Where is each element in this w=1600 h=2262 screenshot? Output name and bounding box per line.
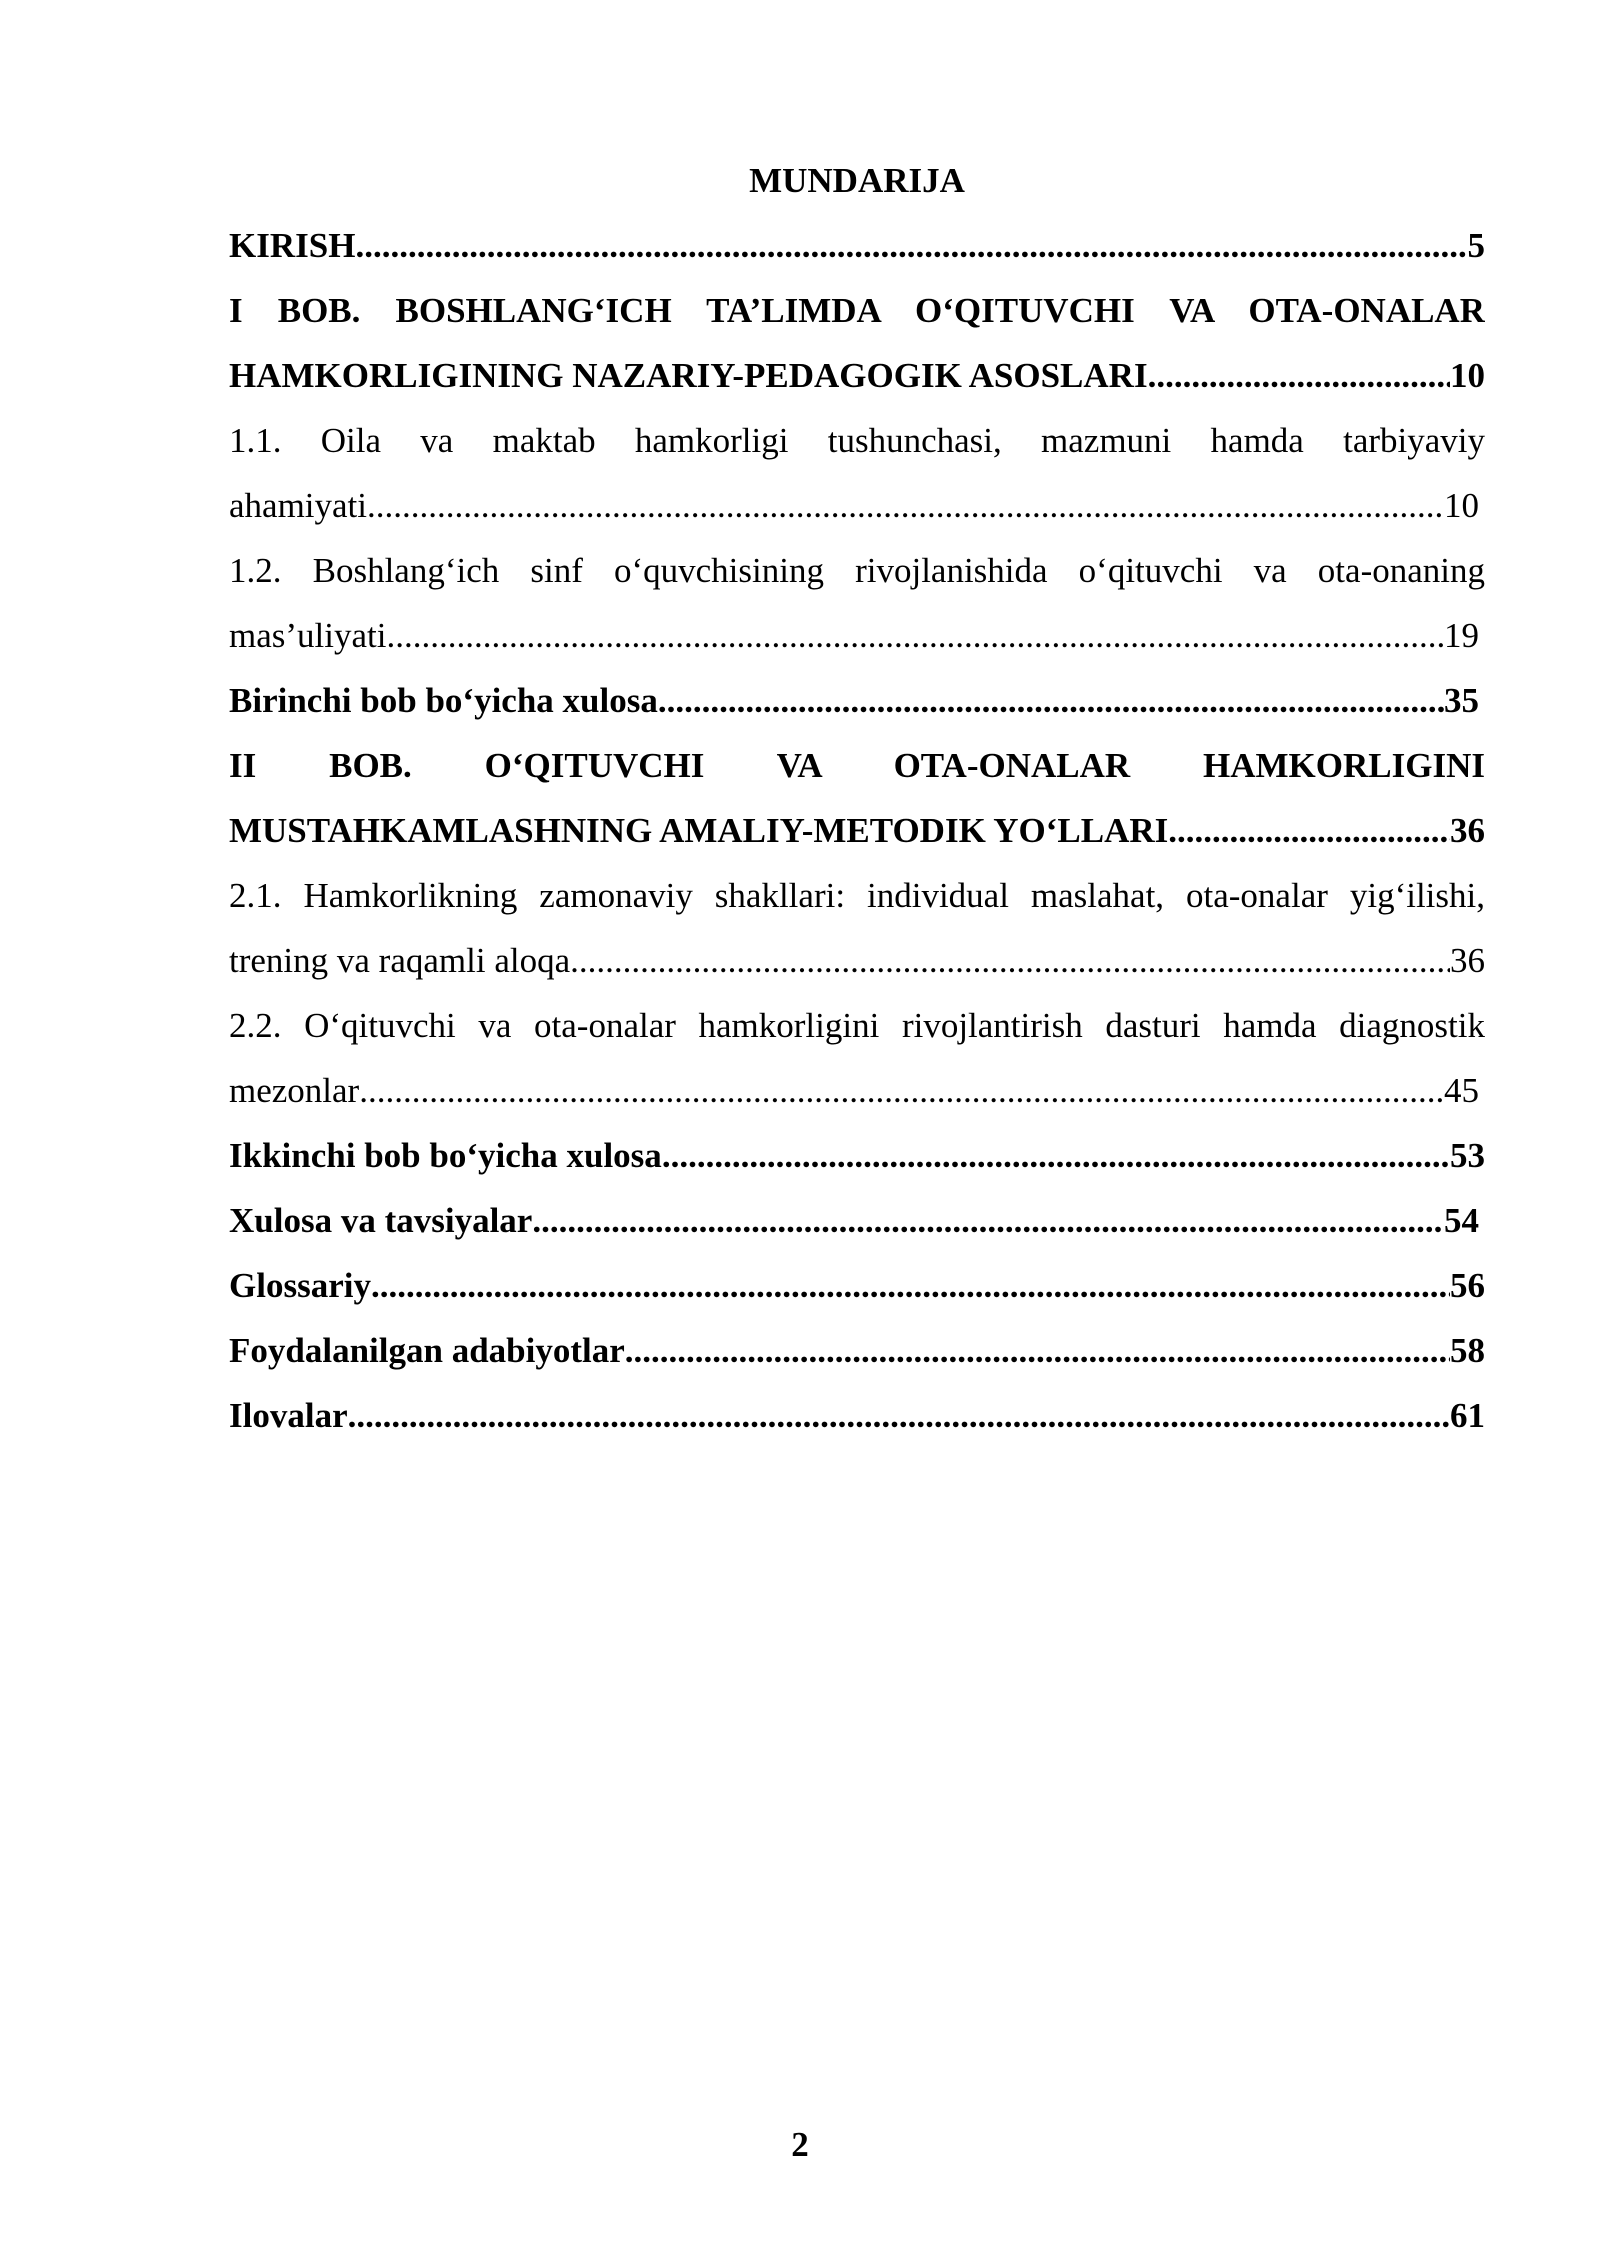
toc-entry-first-line: 2.1. Hamkorlikning zamonaviy shakllari: individual maslahat, ota-onalar yig‘ilishi, xyxy=(229,876,1485,915)
dot-leader xyxy=(386,603,1444,668)
toc-entry-text: mezonlar xyxy=(229,1071,360,1110)
toc-entry-section-2-2[interactable] xyxy=(229,993,1485,1123)
toc-entry-line xyxy=(229,1253,1485,1318)
toc-entry-text: mas’uliyati xyxy=(229,616,387,655)
toc-entry-line xyxy=(229,473,1485,538)
toc-entry-text: KIRISH xyxy=(229,226,356,265)
toc-title: MUNDARIJA xyxy=(749,161,965,200)
dot-leader xyxy=(570,928,1450,993)
toc-entry-page: 56 xyxy=(1450,1266,1485,1305)
dot-leader xyxy=(658,668,1444,733)
page-number: 2 xyxy=(791,2125,809,2164)
toc-entry-line xyxy=(229,213,1485,278)
toc-entry-page: 54 xyxy=(1444,1201,1479,1240)
dot-leader xyxy=(532,1188,1444,1253)
toc-entry-line xyxy=(229,1058,1485,1123)
toc-entry-text: Glossariy xyxy=(229,1266,371,1305)
toc-entry-line xyxy=(229,798,1485,863)
toc-entry-page: 53 xyxy=(1450,1136,1485,1175)
toc-entry-page: 5 xyxy=(1467,226,1485,265)
toc-entry-page: 10 xyxy=(1450,356,1485,395)
toc-entry-first-line: 2.2. O‘qituvchi va ota-onalar hamkorligini rivojlantirish dasturi hamda diagnostik xyxy=(229,1006,1485,1045)
dot-leader xyxy=(355,213,1467,278)
toc-entry-chapter-2-conclusion[interactable] xyxy=(229,1123,1485,1188)
toc-entry-first-line: 1.2. Boshlang‘ich sinf o‘quvchisining rivojlanishida o‘qituvchi va ota-onaning xyxy=(229,551,1485,590)
toc-entry-first-line: II BOB. O‘QITUVCHI VA OTA-ONALAR HAMKORLIGINI xyxy=(229,746,1485,785)
toc-entry-line xyxy=(229,1123,1485,1188)
dot-leader xyxy=(359,1058,1444,1123)
toc-entry-page: 61 xyxy=(1450,1396,1485,1435)
toc-entry-chapter-2[interactable] xyxy=(229,733,1485,863)
toc-entry-page: 19 xyxy=(1444,616,1479,655)
toc-entry-page: 36 xyxy=(1450,811,1485,850)
toc-entry-section-2-1[interactable] xyxy=(229,863,1485,993)
dot-leader xyxy=(371,1253,1450,1318)
toc-entry-appendices[interactable] xyxy=(229,1383,1485,1448)
dot-leader xyxy=(625,1318,1450,1383)
toc-entry-line xyxy=(229,1383,1485,1448)
toc-entry-references[interactable] xyxy=(229,1318,1485,1383)
toc-entry-line xyxy=(229,1188,1485,1253)
toc-list xyxy=(229,213,1485,1448)
toc-entry-kirish[interactable] xyxy=(229,213,1485,278)
toc-entry-chapter-1-conclusion[interactable] xyxy=(229,668,1485,733)
toc-entry-text: Ilovalar xyxy=(229,1396,348,1435)
toc-entry-text: Birinchi bob bo‘yicha xulosa xyxy=(229,681,658,720)
toc-entry-text: ahamiyati xyxy=(229,486,368,525)
toc-entry-first-line: 1.1. Oila va maktab hamkorligi tushunchasi, mazmuni hamda tarbiyaviy xyxy=(229,421,1485,460)
toc-entry-line xyxy=(229,603,1485,668)
toc-entry-line xyxy=(229,1318,1485,1383)
toc-entry-text: HAMKORLIGINING NAZARIY-PEDAGOGIK ASOSLARI xyxy=(229,356,1148,395)
toc-entry-line xyxy=(229,668,1485,733)
toc-entry-text: Foydalanilgan adabiyotlar xyxy=(229,1331,625,1370)
toc-entry-page: 35 xyxy=(1444,681,1479,720)
toc-entry-section-1-1[interactable] xyxy=(229,408,1485,538)
toc-entry-chapter-1[interactable] xyxy=(229,278,1485,408)
toc-entry-text: Xulosa va tavsiyalar xyxy=(229,1201,533,1240)
toc-entry-page: 58 xyxy=(1450,1331,1485,1370)
toc-entry-text: MUSTAHKAMLASHNING AMALIY-METODIK YO‘LLARI xyxy=(229,811,1169,850)
toc-entry-page: 36 xyxy=(1450,941,1485,980)
dot-leader xyxy=(1168,798,1450,863)
dot-leader xyxy=(348,1383,1450,1448)
dot-leader xyxy=(367,473,1444,538)
dot-leader xyxy=(662,1123,1450,1188)
toc-entry-page: 45 xyxy=(1444,1071,1479,1110)
toc-entry-text: Ikkinchi bob bo‘yicha xulosa xyxy=(229,1136,662,1175)
toc-entry-section-1-2[interactable] xyxy=(229,538,1485,668)
toc-entry-glossary[interactable] xyxy=(229,1253,1485,1318)
dot-leader xyxy=(1148,343,1450,408)
toc-entry-conclusions[interactable] xyxy=(229,1188,1485,1253)
toc-entry-text: trening va raqamli aloqa xyxy=(229,941,571,980)
toc-entry-line xyxy=(229,928,1485,993)
toc-entry-first-line: I BOB. BOSHLANG‘ICH TA’LIMDA O‘QITUVCHI VA OTA-ONALAR xyxy=(229,291,1485,330)
toc-entry-line xyxy=(229,343,1485,408)
table-of-contents xyxy=(229,148,1485,1448)
toc-entry-page: 10 xyxy=(1444,486,1479,525)
